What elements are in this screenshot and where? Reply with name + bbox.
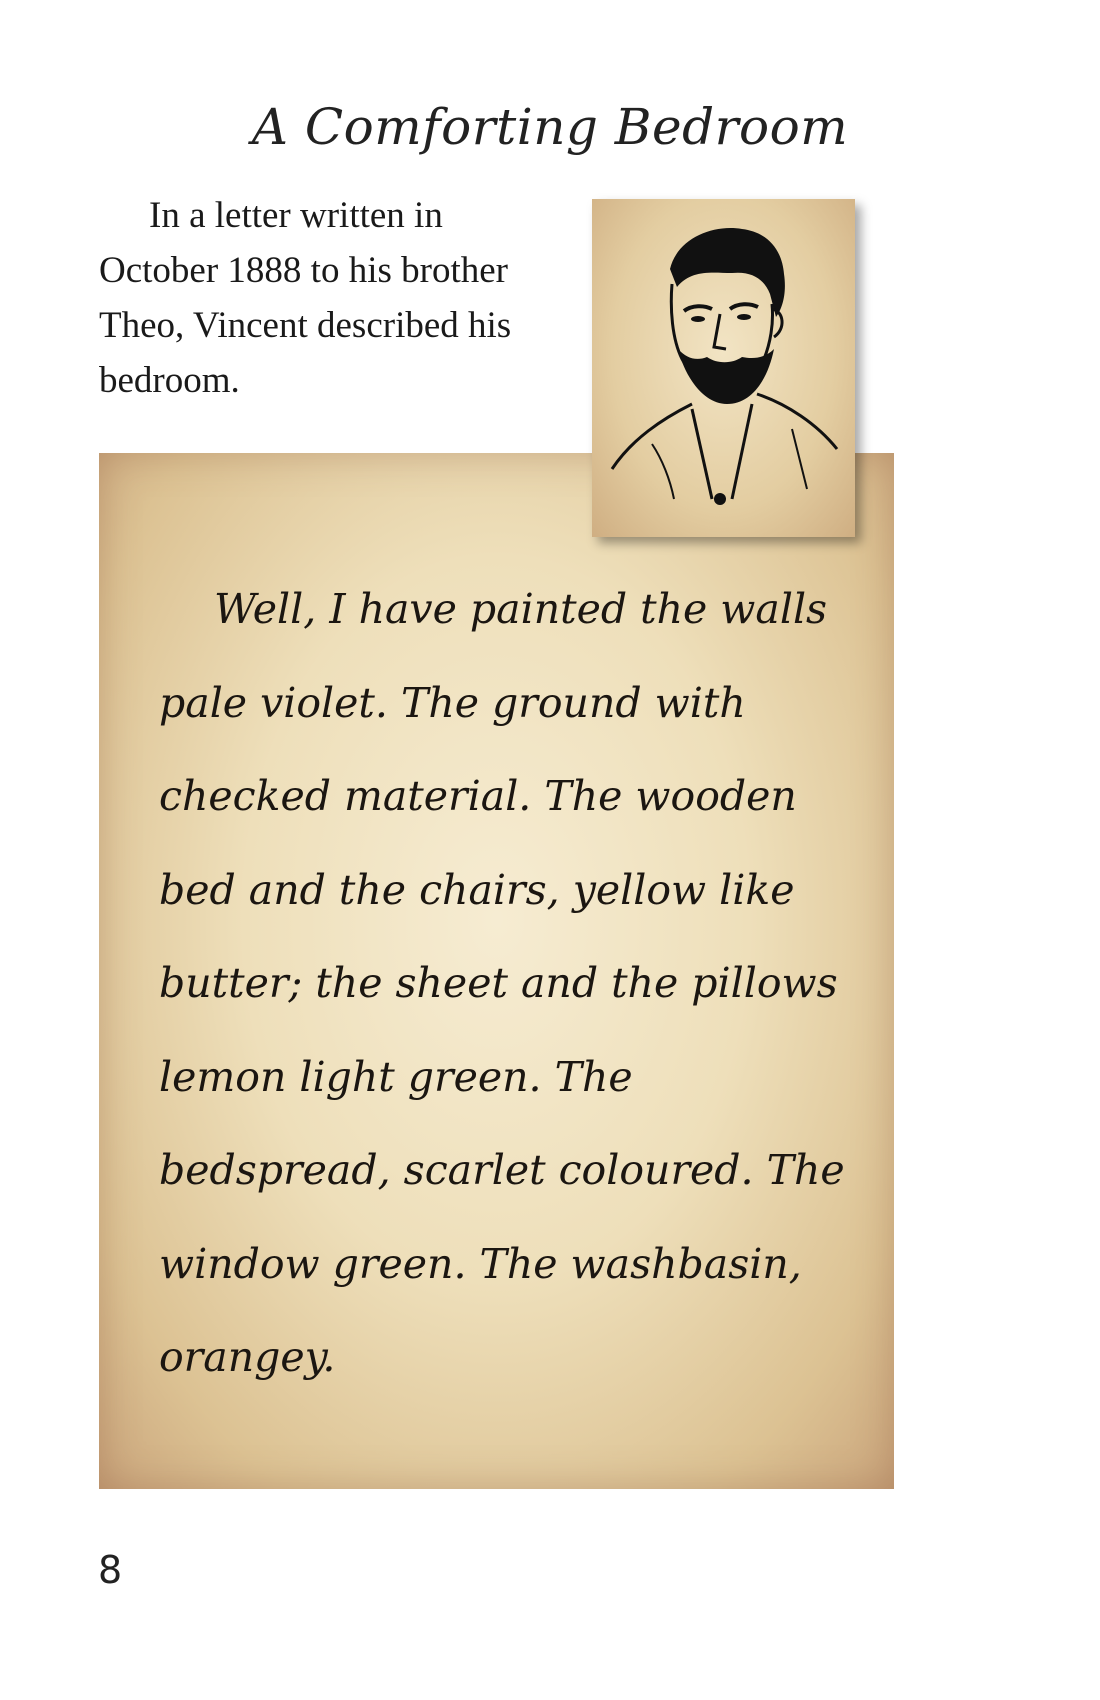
letter-text: Well, I have painted the walls pale violet. The ground with checked material. The wooden bed and the chairs, yellow like butter; the sheet and the pillows lemon light green. The bedspread, scarlet coloured. The window green. The washbasin, orangey. [159, 585, 845, 1381]
portrait-image [592, 199, 855, 537]
intro-paragraph [99, 188, 569, 408]
page-title: A Comforting Bedroom [251, 98, 849, 156]
intro-text: In a letter written in October 1888 to his brother Theo, Vincent described his bedroom. [99, 195, 512, 401]
portrait-icon [592, 199, 855, 537]
page-number: 8 [98, 1548, 123, 1592]
letter-parchment [99, 453, 894, 1489]
letter-quote [159, 563, 849, 1405]
